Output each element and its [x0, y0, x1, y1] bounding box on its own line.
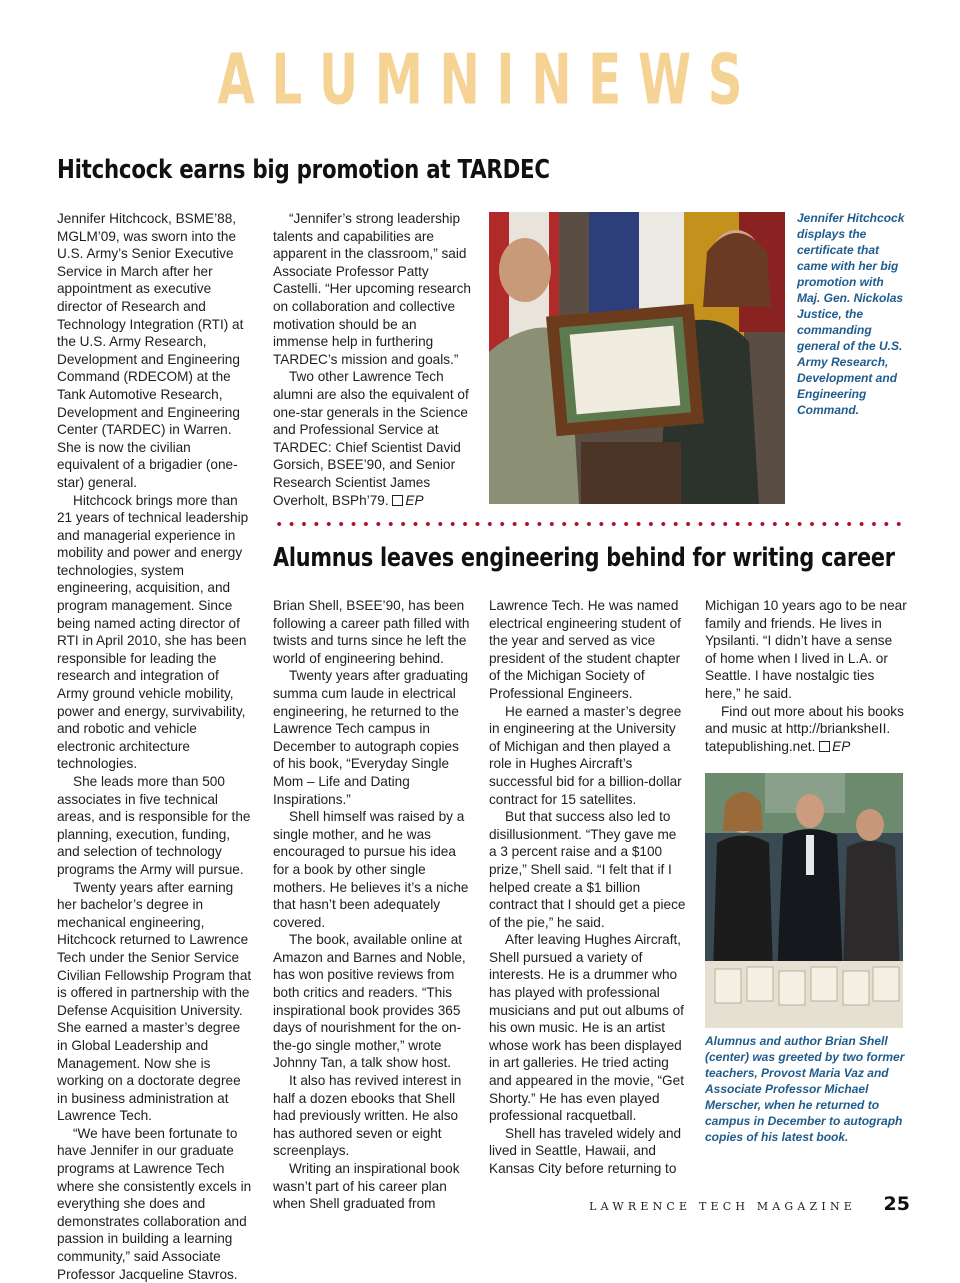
paragraph: Shell has traveled widely and lived in Seattle, Hawaii, and Kansas City before returning to [489, 1125, 682, 1176]
article1-headline: Hitchcock earns big promotion at TARDEC [57, 155, 550, 185]
section-banner [0, 52, 960, 122]
paragraph: After leaving Hughes Aircraft, Shell pursued a variety of interests. He is a drummer who has played with professional musicians and put out albums of his own music. He is an artist whose work has been displayed in art galleries. He tried acting and appeared in the movie, “Get Shorty.” He has even played professional racquetball. [489, 932, 684, 1124]
page-number: 25 [883, 1193, 910, 1215]
paragraph [273, 368, 471, 509]
end-mark-icon [392, 495, 403, 506]
author-initials: EP [832, 738, 851, 754]
paragraph: Twenty years after graduating summa cum laude in electrical engineering, he returned to the Lawrence Tech campus in December to autograph copies of his book, “Everyday Single Mom – Life and Dating Inspirations.” [273, 668, 469, 807]
article1-column-1 [57, 210, 253, 1283]
paragraph-text: Two other Lawrence Tech alumni are also the equivalent of one-star generals in the Science and Professional Service at TARDEC: Chief Scientist David Gorsich, BSEE’90, and Senior Research Scientist James Overholt, BSPh’79. [273, 369, 469, 508]
paragraph: Lawrence Tech. He was named electrical engineering student of the year and served as vice president of the student chapter of the Michigan Society of Professional Engineers. [489, 598, 681, 701]
magazine-name: LAWRENCE TECH MAGAZINE [589, 1200, 856, 1213]
section-banner-text: A L U M N I N E W S [217, 52, 743, 121]
paragraph: “Jennifer’s strong leadership talents and capabilities are apparent in the classroom,” said Associate Professor Patty Castelli. “Her upcoming research on collaboration and collective motivation should be an immense help in furthering TARDEC’s mission and goals.” [273, 211, 471, 367]
paragraph: Michigan 10 years ago to be near family and friends. He lives in Ypsilanti. “I didn’t have a sense of home when I lived in L.A. or Seattle. I have nostalgic ties here,” he said. [705, 598, 907, 701]
paragraph [705, 703, 907, 756]
hitchcock-photo [489, 212, 785, 504]
photo-illustration [705, 773, 903, 1028]
paragraph-text: Find out more about his books and music at http://brianksheII. tatepublishing.net. [705, 703, 904, 754]
paragraph: He earned a master’s degree in engineering at the University of Michigan and then played a role in Hughes Aircraft’s successful bid for a billion-dollar contract for 15 satellites. [489, 703, 682, 807]
paragraph: The book, available online at Amazon and Barnes and Noble, has won positive reviews from both critics and readers. “This inspirational book provides 365 days of nourishment for the on-the-go single mother,” wrote Johnny Tan, a talk show host. [273, 932, 466, 1071]
shell-photo-caption: Alumnus and author Brian Shell (center) was greeted by two former teachers, Provost Maria Vaz and Associate Professor Michael Merscher, when he returned to campus in December to autograph copies of his latest book. [705, 1034, 905, 1144]
section-divider [273, 520, 907, 528]
paragraph: “We have been fortunate to have Jennifer in our graduate programs at Lawrence Tech where she consistently excels in everything she does and demonstrates collaboration and passion in building a learning community,” said Associate Professor Jacqueline Stavros. [57, 1125, 252, 1282]
paragraph: Twenty years after earning her bachelor’s degree in mechanical engineering, Hitchcock returned to Lawrence Tech under the Senior Service Civilian Fellowship Program that is offered in partnership with the Defense Acquisition University. She earned a master’s degree in Global Leadership and Management. Now she is working on a doctorate degree in business administration at Lawrence Tech. [57, 879, 252, 1124]
author-initials: EP [405, 492, 424, 508]
article2-column-3 [705, 597, 907, 755]
article2-column-1 [273, 597, 471, 1213]
paragraph: Shell himself was raised by a single mother, and he was encouraged to pursue his idea for a book by other single mothers. He believes it’s a niche that hasn’t been adequately covered. [273, 809, 469, 930]
photo-illustration [489, 212, 785, 504]
end-mark-icon [819, 741, 830, 752]
paragraph: Jennifer Hitchcock, BSME’88, MGLM’09, was sworn into the U.S. Army’s Senior Executive Service in March after her appointment as executive director of Research and Technology Integration (RTI) at the U.S. Army Research, Development and Engineering Command (RDECOM) at the Tank Automotive Research, Development and Engineering Center (TARDEC) in Warren. She is now the civilian equivalent of a brigadier (one-star) general. [57, 211, 244, 490]
paragraph: She leads more than 500 associates in five technical areas, and is responsible for the planning, execution, funding, and selection of technology programs the Army will pursue. [57, 774, 251, 877]
paragraph: But that success also led to disillusionment. “They gave me a 3 percent raise and a $100 prize,” Shell said. “I felt that if I helped create a $1 billion contract that I should get a piece of the pie,” he said. [489, 809, 686, 930]
article2-headline: Alumnus leaves engineering behind for writing career [273, 543, 895, 573]
paragraph: It also has revived interest in half a dozen ebooks that Shell had previously written. He also has authored seven or eight screenplays. [273, 1073, 462, 1159]
page-footer [580, 1195, 910, 1219]
article1-column-2 [273, 210, 471, 509]
shell-photo [705, 773, 903, 1028]
hitchcock-photo-caption: Jennifer Hitchcock displays the certificate that came with her big promotion with Maj. Gen. Nickolas Justice, the commanding general of the U.S. Army Research, Development and Engineering Command. [797, 211, 905, 417]
paragraph: Writing an inspirational book wasn’t part of his career plan when Shell graduated from [273, 1161, 460, 1212]
paragraph: Hitchcock brings more than 21 years of technical leadership and managerial experience in mobility and power and energy technologies, system engineering, acquisition, and program management. Since being named acting director of RTI in April 2010, she has been responsible for leading the research and integration of Army ground vehicle mobility, power and energy, survivability, and robotic and vehicle electronic architecture technologies. [57, 492, 249, 772]
article2-column-2 [489, 597, 687, 1178]
paragraph: Brian Shell, BSEE’90, has been following a career path filled with twists and turns since he left the world of engineering behind. [273, 598, 470, 666]
